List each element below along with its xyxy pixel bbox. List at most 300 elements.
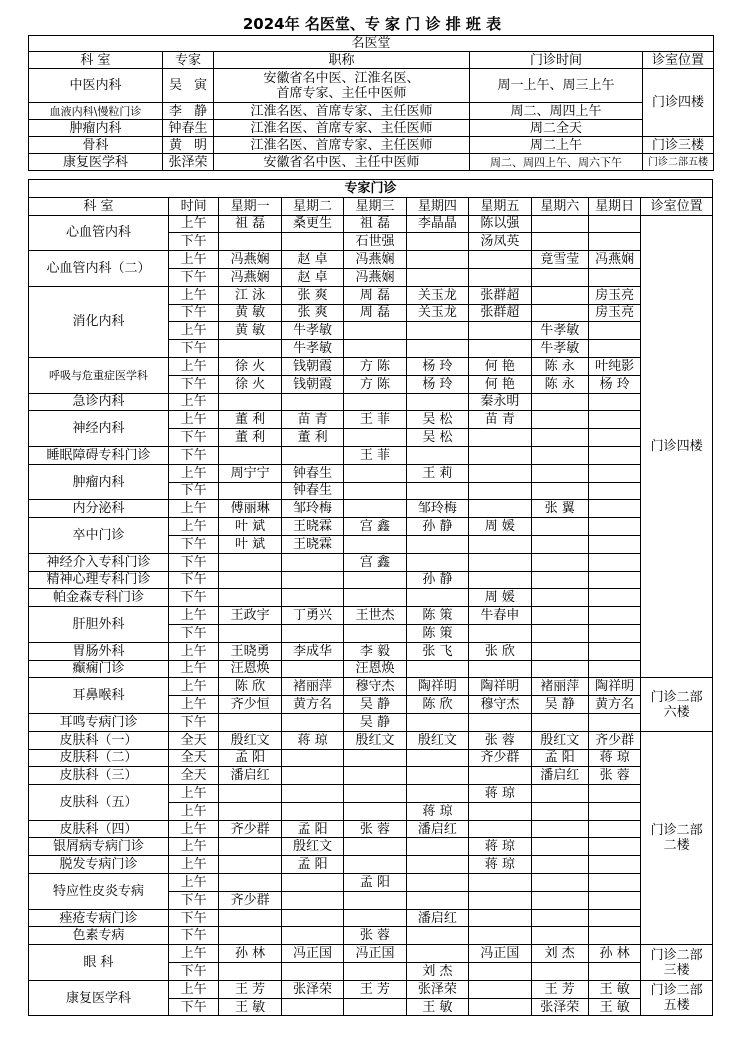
dept-cell: 呼吸与危重症医学科 [29, 357, 169, 393]
doctor-cell [588, 660, 640, 678]
doctor-cell: 牛孝敏 [281, 340, 343, 358]
famous-location: 门诊三楼 [643, 137, 714, 154]
dept-cell: 耳鼻喉科 [29, 678, 169, 714]
doctor-cell [219, 624, 281, 642]
location-cell [641, 945, 713, 981]
doctor-cell: 王 敏 [406, 998, 468, 1016]
dept-cell: 痤疮专病门诊 [29, 909, 169, 927]
session-cell: 下午 [169, 998, 219, 1016]
doctor-cell: 吴 静 [344, 696, 406, 714]
doctor-cell [344, 998, 406, 1016]
doctor-cell [281, 874, 343, 892]
doctor-cell [531, 411, 588, 429]
session-cell: 下午 [169, 589, 219, 607]
doctor-cell: 关玉龙 [406, 286, 468, 304]
doctor-cell: 陶祥明 [588, 678, 640, 696]
doctor-cell: 陈 欣 [406, 696, 468, 714]
session-cell: 上午 [169, 464, 219, 482]
session-cell: 下午 [169, 891, 219, 909]
doctor-cell: 张群超 [469, 304, 531, 322]
session-cell: 下午 [169, 304, 219, 322]
doctor-cell: 黄 敏 [219, 304, 281, 322]
doctor-cell [344, 464, 406, 482]
doctor-cell [281, 749, 343, 767]
doctor-cell: 宫 鑫 [344, 553, 406, 571]
doctor-cell: 周 媛 [469, 518, 531, 536]
famous-expert: 张泽荣 [163, 154, 214, 171]
doctor-cell [531, 535, 588, 553]
doctor-cell [406, 268, 468, 286]
doctor-cell [469, 927, 531, 945]
famous-expert: 吴 寅 [163, 69, 214, 103]
doctor-cell [588, 500, 640, 518]
doctor-cell: 陈 策 [406, 624, 468, 642]
doctor-cell: 王 敏 [588, 998, 640, 1016]
location-line: 门诊二部 [650, 689, 703, 705]
doctor-cell: 孟 阳 [344, 874, 406, 892]
expert-header-6: 星期五 [469, 197, 531, 215]
location-line: 六楼 [663, 704, 690, 720]
location-line: 门诊二部 [650, 983, 703, 999]
session-cell: 上午 [169, 642, 219, 660]
doctor-cell: 宫 鑫 [344, 518, 406, 536]
dept-cell: 心血管内科 [29, 215, 169, 251]
doctor-cell: 张 蓉 [344, 820, 406, 838]
doctor-cell: 孙 静 [406, 571, 468, 589]
doctor-cell [588, 589, 640, 607]
doctor-cell [588, 571, 640, 589]
doctor-cell: 叶 斌 [219, 535, 281, 553]
doctor-cell: 王 芳 [219, 980, 281, 998]
doctor-cell: 王 芳 [531, 980, 588, 998]
session-cell: 上午 [169, 215, 219, 233]
doctor-cell [588, 233, 640, 251]
doctor-cell: 陈 欣 [219, 678, 281, 696]
doctor-cell: 刘 杰 [406, 963, 468, 981]
expert-header-3: 星期二 [281, 197, 343, 215]
famous-doctor-table [28, 35, 714, 171]
doctor-cell: 叶纯影 [588, 357, 640, 375]
session-cell: 上午 [169, 411, 219, 429]
doctor-cell: 张 蓉 [469, 731, 531, 749]
famous-title: 安徽省名中医、主任中医师 [214, 154, 470, 171]
famous-time: 周二全天 [470, 120, 643, 137]
doctor-cell [469, 535, 531, 553]
location-cell [641, 678, 713, 731]
doctor-cell [588, 909, 640, 927]
doctor-cell [281, 802, 343, 820]
doctor-cell: 李成华 [281, 642, 343, 660]
doctor-cell [588, 838, 640, 856]
doctor-cell: 钟春生 [281, 464, 343, 482]
dept-cell: 内分泌科 [29, 500, 169, 518]
doctor-cell [406, 660, 468, 678]
doctor-cell: 方 陈 [344, 357, 406, 375]
doctor-cell: 杨 玲 [406, 357, 468, 375]
doctor-cell [469, 998, 531, 1016]
doctor-cell [531, 927, 588, 945]
doctor-cell: 孟 阳 [281, 856, 343, 874]
expert-header-8: 星期日 [588, 197, 640, 215]
session-cell: 下午 [169, 482, 219, 500]
expert-header-4: 星期三 [344, 197, 406, 215]
doctor-cell: 齐少群 [588, 731, 640, 749]
doctor-cell: 吴 静 [531, 696, 588, 714]
famous-time: 周二上午 [470, 137, 643, 154]
session-cell: 上午 [169, 251, 219, 269]
session-cell: 上午 [169, 980, 219, 998]
famous-title: 江淮名医、首席专家、主任医师 [214, 120, 470, 137]
doctor-cell [588, 874, 640, 892]
session-cell: 下午 [169, 268, 219, 286]
session-cell: 上午 [169, 838, 219, 856]
doctor-cell: 张泽荣 [406, 980, 468, 998]
doctor-cell [531, 909, 588, 927]
dept-cell: 肿瘤内科 [29, 464, 169, 500]
doctor-cell [531, 393, 588, 411]
doctor-cell [344, 340, 406, 358]
doctor-cell [219, 874, 281, 892]
doctor-cell: 邹玲梅 [406, 500, 468, 518]
session-cell: 上午 [169, 322, 219, 340]
doctor-cell: 殷红文 [406, 731, 468, 749]
doctor-cell [531, 891, 588, 909]
doctor-cell [344, 393, 406, 411]
doctor-cell: 冯正国 [344, 945, 406, 963]
doctor-cell [281, 767, 343, 785]
session-cell: 上午 [169, 874, 219, 892]
dept-cell: 神经介入专科门诊 [29, 553, 169, 571]
doctor-cell: 潘启红 [406, 909, 468, 927]
doctor-cell: 穆守杰 [469, 696, 531, 714]
dept-cell: 皮肤科（四） [29, 820, 169, 838]
doctor-cell: 殷红文 [219, 731, 281, 749]
doctor-cell [531, 571, 588, 589]
doctor-cell: 褚丽萍 [281, 678, 343, 696]
doctor-cell: 张 爽 [281, 286, 343, 304]
famous-title: 江淮名医、首席专家、主任医师 [214, 137, 470, 154]
doctor-cell [469, 571, 531, 589]
dept-cell: 卒中门诊 [29, 518, 169, 554]
dept-cell: 皮肤科（一） [29, 731, 169, 749]
doctor-cell [344, 909, 406, 927]
session-cell: 上午 [169, 785, 219, 803]
session-cell: 上午 [169, 607, 219, 625]
dept-cell: 精神心理专科门诊 [29, 571, 169, 589]
doctor-cell: 冯燕娴 [344, 268, 406, 286]
doctor-cell: 徐 火 [219, 375, 281, 393]
doctor-cell: 蒋 琼 [588, 749, 640, 767]
doctor-cell [531, 304, 588, 322]
location-line: 门诊四楼 [650, 438, 703, 454]
doctor-cell [344, 802, 406, 820]
dept-cell: 耳鸣专病门诊 [29, 713, 169, 731]
doctor-cell [588, 642, 640, 660]
doctor-cell [406, 340, 468, 358]
doctor-cell: 李晶晶 [406, 215, 468, 233]
doctor-cell [469, 429, 531, 447]
doctor-cell: 王 莉 [406, 464, 468, 482]
session-cell: 下午 [169, 535, 219, 553]
doctor-cell: 苗 青 [469, 411, 531, 429]
doctor-cell: 潘启红 [406, 820, 468, 838]
doctor-cell: 董 利 [219, 411, 281, 429]
location-line: 二楼 [663, 837, 690, 853]
dept-cell: 消化内科 [29, 286, 169, 357]
famous-time: 周一上午、周三上午 [470, 69, 643, 103]
doctor-cell: 桑更生 [281, 215, 343, 233]
famous-dept: 中医内科 [29, 69, 163, 103]
doctor-cell [588, 215, 640, 233]
doctor-cell: 冯正国 [281, 945, 343, 963]
doctor-cell: 傅丽琳 [219, 500, 281, 518]
doctor-cell [344, 785, 406, 803]
doctor-cell [406, 251, 468, 269]
doctor-cell: 陶祥明 [406, 678, 468, 696]
location-cell [641, 980, 713, 1016]
session-cell: 全天 [169, 731, 219, 749]
doctor-cell [344, 589, 406, 607]
session-cell: 上午 [169, 518, 219, 536]
doctor-cell: 褚丽萍 [531, 678, 588, 696]
dept-cell: 皮肤科（三） [29, 767, 169, 785]
doctor-cell: 牛春申 [469, 607, 531, 625]
doctor-cell: 陈以强 [469, 215, 531, 233]
session-cell: 上午 [169, 820, 219, 838]
doctor-cell: 董 利 [281, 429, 343, 447]
doctor-cell: 孙 林 [588, 945, 640, 963]
location-line: 五楼 [663, 998, 690, 1014]
doctor-cell: 冯燕娴 [588, 251, 640, 269]
session-cell: 下午 [169, 429, 219, 447]
doctor-cell: 蒋 琼 [469, 785, 531, 803]
doctor-cell [531, 660, 588, 678]
doctor-cell: 张 欣 [469, 642, 531, 660]
doctor-cell: 张泽荣 [281, 980, 343, 998]
doctor-cell [281, 589, 343, 607]
doctor-cell [281, 571, 343, 589]
doctor-cell: 刘 杰 [531, 945, 588, 963]
doctor-cell: 周 媛 [469, 589, 531, 607]
dept-cell: 康复医学科 [29, 980, 169, 1016]
doctor-cell [588, 963, 640, 981]
doctor-cell: 邹玲梅 [281, 500, 343, 518]
doctor-cell [531, 429, 588, 447]
header-location: 诊室位置 [643, 52, 714, 69]
dept-cell: 心血管内科（二） [29, 251, 169, 287]
session-cell: 上午 [169, 393, 219, 411]
doctor-cell [219, 233, 281, 251]
doctor-cell: 张 翼 [531, 500, 588, 518]
doctor-cell [406, 785, 468, 803]
doctor-cell [406, 446, 468, 464]
dept-cell: 急诊内科 [29, 393, 169, 411]
doctor-cell: 蒋 琼 [469, 856, 531, 874]
expert-header-9: 诊室位置 [641, 197, 713, 215]
doctor-cell: 丁勇兴 [281, 607, 343, 625]
doctor-cell [588, 393, 640, 411]
doctor-cell: 蒋 琼 [406, 802, 468, 820]
doctor-cell: 吴 松 [406, 411, 468, 429]
famous-title: 江淮名医、首席专家、主任医师 [214, 103, 470, 120]
doctor-cell [531, 856, 588, 874]
dept-cell: 银屑病专病门诊 [29, 838, 169, 856]
doctor-cell: 潘启红 [531, 767, 588, 785]
doctor-cell: 汪恩焕 [219, 660, 281, 678]
doctor-cell: 陈 永 [531, 375, 588, 393]
expert-clinic-table [28, 179, 713, 1016]
expert-section-title: 专家门诊 [29, 180, 713, 198]
doctor-cell [406, 891, 468, 909]
doctor-cell [531, 446, 588, 464]
doctor-cell [406, 589, 468, 607]
session-cell: 上午 [169, 357, 219, 375]
doctor-cell [469, 874, 531, 892]
doctor-cell: 钱朝霞 [281, 357, 343, 375]
session-cell: 下午 [169, 909, 219, 927]
doctor-cell [531, 233, 588, 251]
doctor-cell: 黄方名 [281, 696, 343, 714]
doctor-cell [281, 785, 343, 803]
doctor-cell [281, 446, 343, 464]
doctor-cell: 黄方名 [588, 696, 640, 714]
header-time: 门诊时间 [470, 52, 643, 69]
doctor-cell: 徐 火 [219, 357, 281, 375]
doctor-cell [219, 340, 281, 358]
doctor-cell [219, 393, 281, 411]
famous-title [214, 69, 470, 103]
doctor-cell [344, 767, 406, 785]
doctor-cell [588, 820, 640, 838]
doctor-cell [344, 482, 406, 500]
doctor-cell: 孟 阳 [531, 749, 588, 767]
page-title: 2024年 名医堂、专 家 门 诊 排 班 表 [242, 15, 502, 33]
doctor-cell [281, 233, 343, 251]
doctor-cell [219, 553, 281, 571]
doctor-cell: 杨 玲 [588, 375, 640, 393]
doctor-cell [531, 963, 588, 981]
doctor-cell [344, 571, 406, 589]
doctor-cell [588, 268, 640, 286]
expert-header-7: 星期六 [531, 197, 588, 215]
session-cell: 上午 [169, 856, 219, 874]
doctor-cell [344, 624, 406, 642]
doctor-cell: 何 艳 [469, 375, 531, 393]
doctor-cell: 齐少群 [219, 891, 281, 909]
doctor-cell [406, 874, 468, 892]
dept-cell: 皮肤科（五） [29, 785, 169, 821]
doctor-cell [469, 500, 531, 518]
doctor-cell: 张 蓉 [588, 767, 640, 785]
doctor-cell [344, 963, 406, 981]
famous-time: 周二、周四上午 [470, 103, 643, 120]
doctor-cell: 祖 磊 [219, 215, 281, 233]
doctor-cell: 黄 敏 [219, 322, 281, 340]
doctor-cell: 孙 林 [219, 945, 281, 963]
doctor-cell: 杨 玲 [406, 375, 468, 393]
session-cell: 全天 [169, 767, 219, 785]
doctor-cell [219, 785, 281, 803]
doctor-cell [469, 767, 531, 785]
doctor-cell: 张群超 [469, 286, 531, 304]
doctor-cell: 赵 卓 [281, 251, 343, 269]
famous-dept: 康复医学科 [29, 154, 163, 171]
doctor-cell [219, 713, 281, 731]
session-cell: 下午 [169, 927, 219, 945]
doctor-cell [281, 660, 343, 678]
famous-dept: 血液内科\慢粒门诊 [29, 103, 163, 120]
famous-section-title: 名医堂 [29, 36, 714, 52]
doctor-cell: 周 磊 [344, 304, 406, 322]
doctor-cell [469, 891, 531, 909]
famous-title-line: 安徽省名中医、江淮名医、 [263, 70, 420, 86]
doctor-cell: 蒋 琼 [469, 838, 531, 856]
session-cell: 上午 [169, 802, 219, 820]
famous-dept: 骨科 [29, 137, 163, 154]
doctor-cell [531, 268, 588, 286]
doctor-cell [588, 856, 640, 874]
dept-cell: 皮肤科（二） [29, 749, 169, 767]
doctor-cell: 殷红文 [281, 838, 343, 856]
dept-cell: 脱发专病门诊 [29, 856, 169, 874]
famous-location: 门诊四楼 [643, 69, 714, 137]
session-cell: 下午 [169, 624, 219, 642]
doctor-cell: 齐少恒 [219, 696, 281, 714]
dept-cell: 肝胆外科 [29, 607, 169, 643]
dept-cell: 癫痫门诊 [29, 660, 169, 678]
doctor-cell: 牛孝敏 [531, 322, 588, 340]
session-cell: 下午 [169, 375, 219, 393]
doctor-cell [281, 963, 343, 981]
doctor-cell [469, 322, 531, 340]
doctor-cell: 蒋 琼 [281, 731, 343, 749]
session-cell: 下午 [169, 446, 219, 464]
doctor-cell: 王 芳 [344, 980, 406, 998]
expert-header-0: 科 室 [29, 197, 169, 215]
doctor-cell [588, 322, 640, 340]
doctor-cell [531, 482, 588, 500]
doctor-cell: 冯正国 [469, 945, 531, 963]
doctor-cell [219, 963, 281, 981]
doctor-cell [281, 909, 343, 927]
doctor-cell [344, 856, 406, 874]
doctor-cell [406, 553, 468, 571]
doctor-cell [344, 429, 406, 447]
doctor-cell: 王 菲 [344, 446, 406, 464]
famous-location: 门诊二部五楼 [643, 154, 714, 171]
doctor-cell [588, 927, 640, 945]
doctor-cell [406, 233, 468, 251]
doctor-cell: 牛孝敏 [281, 322, 343, 340]
doctor-cell: 周宁宁 [219, 464, 281, 482]
doctor-cell [406, 767, 468, 785]
famous-dept: 肿瘤内科 [29, 120, 163, 137]
doctor-cell: 齐少群 [469, 749, 531, 767]
doctor-cell [281, 553, 343, 571]
famous-expert: 钟春生 [163, 120, 214, 137]
doctor-cell [588, 891, 640, 909]
doctor-cell [588, 535, 640, 553]
doctor-cell: 孟 阳 [281, 820, 343, 838]
doctor-cell [531, 642, 588, 660]
dept-cell: 帕金森专科门诊 [29, 589, 169, 607]
location-cell [641, 215, 713, 678]
doctor-cell: 陈 永 [531, 357, 588, 375]
session-cell: 全天 [169, 749, 219, 767]
session-cell: 下午 [169, 340, 219, 358]
doctor-cell [219, 482, 281, 500]
session-cell: 上午 [169, 660, 219, 678]
